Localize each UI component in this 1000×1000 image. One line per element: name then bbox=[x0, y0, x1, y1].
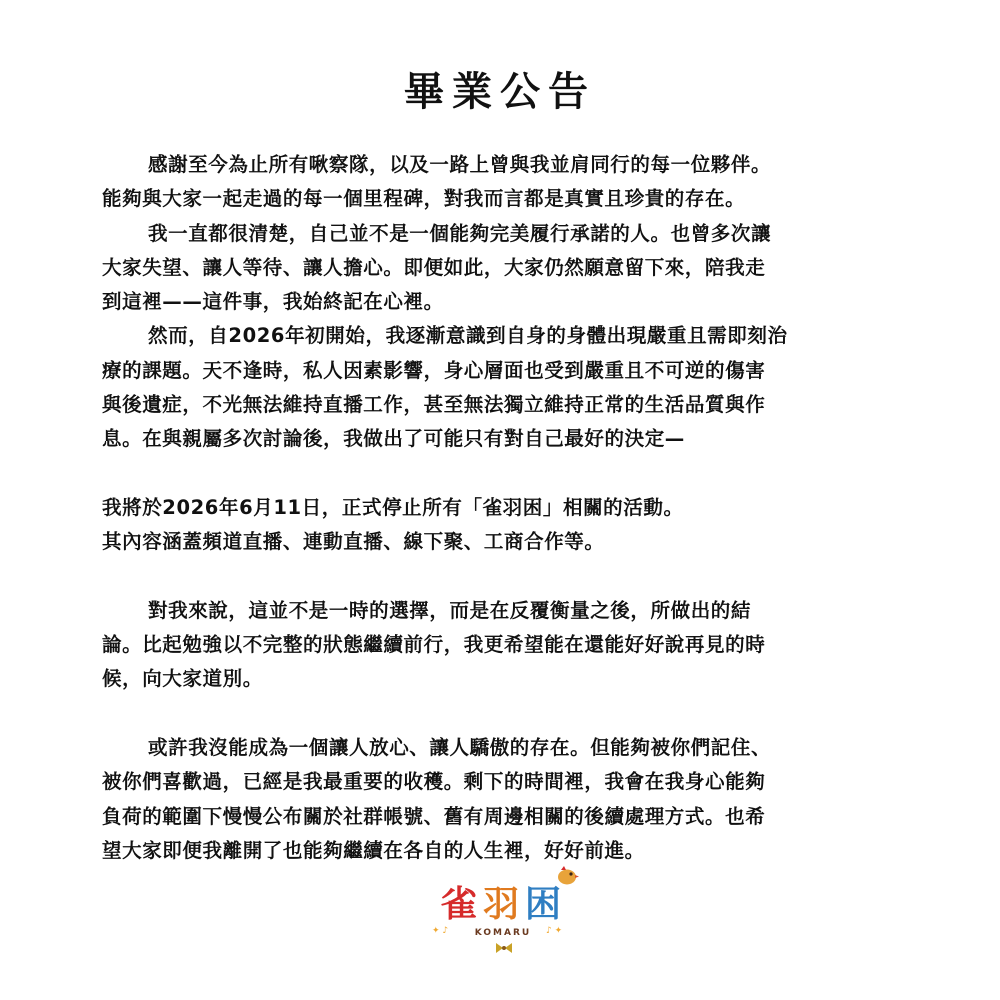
logo-char: 雀 bbox=[440, 883, 483, 925]
paragraph-gap bbox=[102, 560, 902, 594]
text-line: 我一直都很清楚，自己並不是一個能夠完美履行承諾的人。也曾多次讓 bbox=[148, 221, 772, 245]
text-line: 其內容涵蓋頻道直播、連動直播、線下聚、工商合作等。 bbox=[102, 530, 605, 554]
page-title: 畢業公告 bbox=[404, 68, 596, 115]
text-line: 或許我沒能成為一個讓人放心、讓人驕傲的存在。但能夠被你們記住、 bbox=[148, 736, 772, 760]
logo-char: 羽 bbox=[482, 883, 525, 925]
sparkle-icon: ✦ ♪ bbox=[432, 926, 449, 936]
text-line: 對我來說，這並不是一時的選擇，而是在反覆衡量之後，所做出的結 bbox=[148, 598, 752, 622]
text-line: 能夠與大家一起走過的每一個里程碑，對我而言都是真實且珍貴的存在。 bbox=[102, 187, 746, 211]
announcement-body bbox=[102, 148, 902, 868]
logo-char: 困 bbox=[525, 883, 568, 925]
text-line: 我將於2026年6月11日，正式停止所有「雀羽困」相關的活動。 bbox=[102, 495, 684, 519]
text-line: 論。比起勉強以不完整的狀態繼續前行，我更希望能在還能好好說再見的時 bbox=[102, 633, 766, 657]
text-line: 望大家即便我離開了也能夠繼續在各自的人生裡，好好前進。 bbox=[102, 838, 645, 862]
logo-subtitle: KOMARU bbox=[474, 928, 532, 938]
text-line: 負荷的範圍下慢慢公布關於社群帳號、舊有周邊相關的後續處理方式。也希 bbox=[102, 804, 766, 828]
text-line: 到這裡——這件事，我始終記在心裡。 bbox=[102, 290, 444, 314]
bow-icon bbox=[495, 942, 513, 954]
text-line: 大家失望、讓人等待、讓人擔心。即便如此，大家仍然願意留下來，陪我走 bbox=[102, 255, 766, 279]
text-line: 感謝至今為止所有啾察隊，以及一路上曾與我並肩同行的每一位夥伴。 bbox=[148, 153, 772, 176]
text-line: 與後遺症，不光無法維持直播工作，甚至無法獨立維持正常的生活品質與作 bbox=[102, 393, 766, 417]
logo-wordmark bbox=[424, 882, 584, 926]
text-line: 被你們喜歡過，已經是我最重要的收穫。剩下的時間裡，我會在我身心能夠 bbox=[102, 770, 766, 794]
paragraph-gap bbox=[102, 457, 902, 491]
text-line: 然而，自2026年初開始，我逐漸意識到自身的身體出現嚴重且需即刻治 bbox=[148, 324, 788, 348]
sparkle-icon: ♪ ✦ bbox=[546, 926, 563, 936]
komaru-logo bbox=[418, 862, 588, 958]
text-line: 療的課題。天不逢時，私人因素影響，身心層面也受到嚴重且不可逆的傷害 bbox=[102, 358, 766, 382]
paragraph-gap bbox=[102, 697, 902, 731]
text-line: 候，向大家道別。 bbox=[102, 667, 263, 691]
text-line: 息。在與親屬多次討論後，我做出了可能只有對自己最好的決定— bbox=[102, 427, 685, 451]
